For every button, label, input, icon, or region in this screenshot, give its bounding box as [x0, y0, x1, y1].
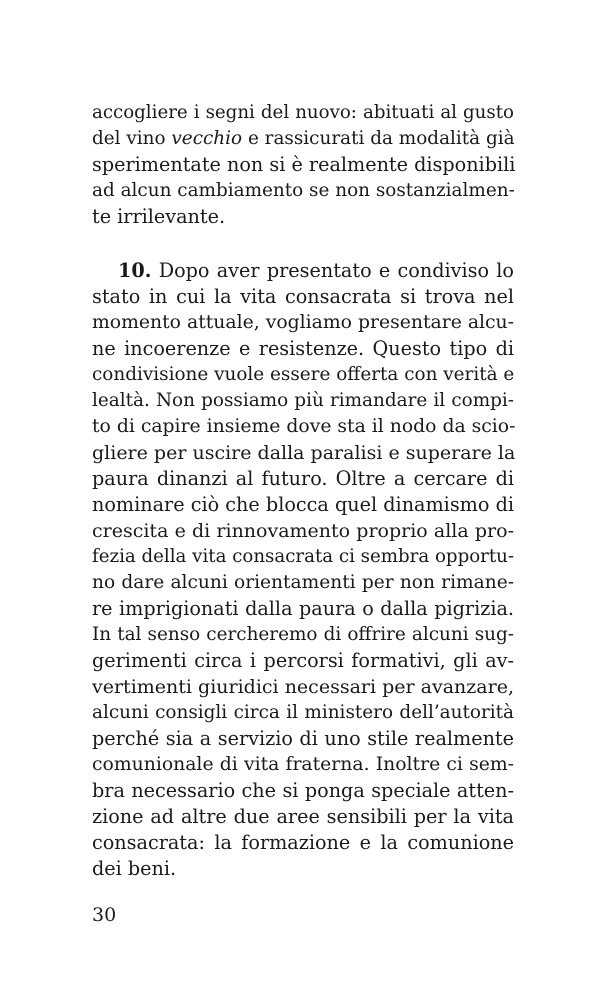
text-line: In tal senso cercheremo di offrire alcuni sug- [92, 624, 514, 645]
text-line: del vino vecchio e rassicurati da modalità già [92, 128, 515, 149]
italic-word: vecchio [171, 128, 243, 149]
text-line: ne incoerenze e resistenze. Questo tipo di [92, 337, 514, 360]
paragraph-number: 10. [118, 259, 152, 282]
text-line: zione ad altre due aree sensibili per la vita [92, 805, 514, 828]
text-line: alcuni consigli circa il ministero dell’autorità [92, 702, 514, 723]
text-line: condivisione vuole essere offerta con verità e [92, 364, 515, 385]
text-line: paura dinanzi al futuro. Oltre a cercare di [92, 467, 514, 490]
text-line: perché sia a servizio di uno stile realmente [92, 727, 514, 750]
text-line: te irrilevante. [92, 205, 226, 228]
text-line: crescita e di rinnovamento proprio alla pro- [92, 520, 514, 542]
text-line: bra necessario che si ponga speciale atten- [92, 779, 514, 802]
text-line: nominare ciò che blocca quel dinamismo di [92, 493, 514, 516]
text-line: ad alcun cambiamento se non sostanzialmen- [92, 180, 515, 201]
text-line: sperimentate non si è realmente disponibili [92, 153, 516, 176]
text-line: gerimenti circa i percorsi formativi, gli av- [92, 649, 514, 672]
text-line: comunionale di vita fraterna. Inoltre ci sem- [92, 754, 514, 775]
text-line: dei beni. [92, 857, 177, 880]
text-line: momento attuale, vogliamo presentare alcu- [92, 312, 514, 333]
text-line: vertimenti giuridici necessari per avanzare, [92, 676, 514, 698]
text-line: re imprigionati dalla paura o dalla pigrizia. [92, 597, 514, 620]
text-line: lealtà. Non possiamo più rimandare il compi- [92, 390, 514, 411]
text-line: gliere per uscire dalla paralisi e superare la [92, 442, 516, 464]
text-line: no dare alcuni orientamenti per non rimane- [92, 572, 514, 593]
text-line: stato in cui la vita consacrata si trova nel [92, 285, 514, 308]
text-line: accogliere i segni del nuovo: abituati al gusto [92, 102, 514, 123]
page-number: 30 [92, 904, 117, 926]
text-line: 10. Dopo aver presentato e condiviso lo [118, 259, 514, 282]
text-line: to di capire insieme dove sta il nodo da scio- [92, 416, 516, 437]
text-line: fezia della vita consacrata ci sembra opportu- [92, 546, 515, 567]
text-line: consacrata: la formazione e la comunione [92, 831, 514, 854]
